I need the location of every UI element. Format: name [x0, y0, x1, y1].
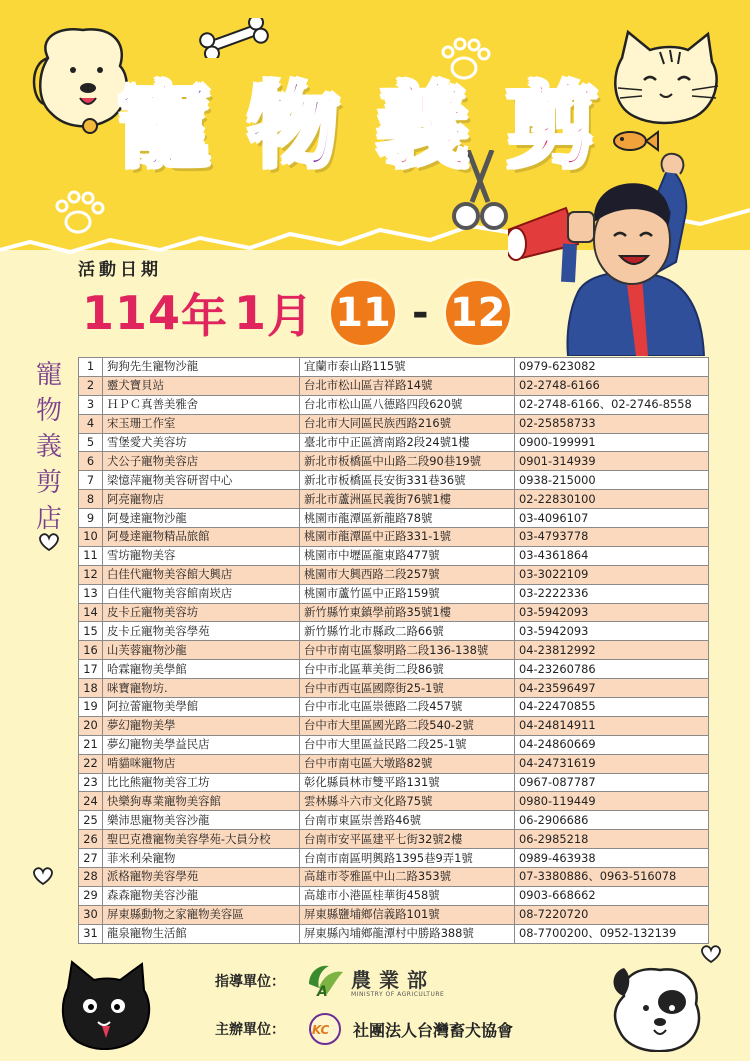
store-phone: 03-2222336 [515, 584, 709, 603]
store-name: 比比熊寵物美容工坊 [103, 773, 300, 792]
svg-text:A: A [317, 984, 328, 1000]
title-char-1: 寵 [118, 73, 211, 180]
store-table-body [79, 358, 709, 944]
store-name: ＨＰＣ真善美雅舍 [103, 395, 300, 414]
store-table [78, 357, 709, 944]
title-char-4: 剪 [505, 73, 598, 180]
store-number: 10 [79, 528, 103, 547]
event-date-label: 活動日期 [78, 260, 162, 280]
store-address: 桃園市中壢區龍東路477號 [300, 546, 515, 565]
store-address: 彰化縣員林市雙平路131號 [300, 773, 515, 792]
store-phone: 03-4096107 [515, 509, 709, 528]
host-organizer-label: 主辦單位： [215, 1022, 285, 1038]
white-dog-doodle-icon [610, 962, 706, 1052]
store-address: 宜蘭市泰山路115號 [300, 358, 515, 377]
table-row [79, 603, 709, 622]
store-number: 26 [79, 830, 103, 849]
store-name: 雪堡愛犬美容坊 [103, 433, 300, 452]
black-cat-doodle-icon [58, 960, 154, 1050]
store-number: 8 [79, 490, 103, 509]
store-name: 哈霖寵物美學館 [103, 660, 300, 679]
store-number: 21 [79, 735, 103, 754]
store-number: 13 [79, 584, 103, 603]
table-row [79, 679, 709, 698]
store-address: 台中市南屯區大墩路82號 [300, 754, 515, 773]
table-row [79, 546, 709, 565]
store-name: 龍泉寵物生活館 [103, 924, 300, 943]
store-address: 台北市大同區民族西路216號 [300, 414, 515, 433]
store-phone: 04-23260786 [515, 660, 709, 679]
store-phone: 02-2748-6166、02-2746-8558 [515, 395, 709, 414]
store-number: 20 [79, 716, 103, 735]
table-row [79, 471, 709, 490]
table-row [79, 924, 709, 943]
store-address: 雲林縣斗六市文化路75號 [300, 792, 515, 811]
store-name: 咪寶寵物坊. [103, 679, 300, 698]
store-number: 2 [79, 376, 103, 395]
store-name: 狗狗先生寵物沙龍 [103, 358, 300, 377]
store-number: 28 [79, 868, 103, 887]
store-name: 犬公子寵物美容店 [103, 452, 300, 471]
side-label-char: 剪 [35, 467, 62, 498]
store-name: 白佳代寵物美容館南崁店 [103, 584, 300, 603]
side-label-char: 店 [35, 503, 62, 534]
table-row [79, 905, 709, 924]
store-address: 台南市南區明興路1395巷9弄1號 [300, 849, 515, 868]
store-number: 6 [79, 452, 103, 471]
event-month-unit: 月 [267, 289, 315, 343]
store-name: 白佳代寵物美容館大興店 [103, 565, 300, 584]
store-number: 1 [79, 358, 103, 377]
store-address: 台中市北屯區崇德路二段457號 [300, 698, 515, 717]
store-address: 屏東縣內埔鄉龍潭村中勝路388號 [300, 924, 515, 943]
store-phone: 04-24814911 [515, 716, 709, 735]
store-address: 桃園市大興西路二段257號 [300, 565, 515, 584]
poster-title [118, 72, 598, 182]
store-number: 31 [79, 924, 103, 943]
store-address: 新北市蘆洲區民義街76號1樓 [300, 490, 515, 509]
event-day-start: 11 [328, 278, 398, 348]
store-phone: 06-2906686 [515, 811, 709, 830]
store-address: 新竹縣竹東鎮學前路35號1樓 [300, 603, 515, 622]
store-number: 24 [79, 792, 103, 811]
store-number: 25 [79, 811, 103, 830]
store-number: 22 [79, 754, 103, 773]
store-name: 雪坊寵物美容 [103, 546, 300, 565]
store-address: 桃園市龍潭區中正路331-1號 [300, 528, 515, 547]
store-name: 阿曼達寵物精品旅館 [103, 528, 300, 547]
title-char-2: 物 [247, 73, 340, 180]
store-phone: 03-4361864 [515, 546, 709, 565]
guide-organizer [215, 962, 444, 1000]
store-phone: 04-23812992 [515, 641, 709, 660]
side-label-char: 義 [35, 431, 62, 462]
store-name: 派格寵物美容學苑 [103, 868, 300, 887]
store-phone: 06-2985218 [515, 830, 709, 849]
store-phone: 02-25858733 [515, 414, 709, 433]
store-number: 4 [79, 414, 103, 433]
store-number: 30 [79, 905, 103, 924]
store-address: 台中市大里區國光路二段540-2號 [300, 716, 515, 735]
store-address: 高雄市苓雅區中山二路353號 [300, 868, 515, 887]
store-phone: 0901-314939 [515, 452, 709, 471]
store-address: 台南市東區崇善路46號 [300, 811, 515, 830]
store-phone: 0967-087787 [515, 773, 709, 792]
store-phone: 07-3380886、0963-516078 [515, 868, 709, 887]
table-row [79, 565, 709, 584]
table-row [79, 414, 709, 433]
svg-text:KC: KC [312, 1023, 330, 1037]
guide-organizer-label: 指導單位： [215, 974, 285, 990]
store-address: 台北市松山區吉祥路14號 [300, 376, 515, 395]
store-number: 5 [79, 433, 103, 452]
table-row [79, 830, 709, 849]
store-number: 23 [79, 773, 103, 792]
table-row [79, 849, 709, 868]
table-row [79, 584, 709, 603]
side-label [30, 358, 68, 537]
store-phone: 0989-463938 [515, 849, 709, 868]
store-address: 台中市北區華美街二段86號 [300, 660, 515, 679]
store-number: 29 [79, 886, 103, 905]
store-number: 16 [79, 641, 103, 660]
store-number: 12 [79, 565, 103, 584]
host-organizer-name: 社團法人台灣畜犬協會 [353, 1020, 514, 1040]
store-number: 27 [79, 849, 103, 868]
store-number: 15 [79, 622, 103, 641]
event-year: 114 [82, 286, 182, 340]
store-phone: 04-24860669 [515, 735, 709, 754]
store-name: 菲米利朵寵物 [103, 849, 300, 868]
store-name: 皮卡丘寵物美容坊 [103, 603, 300, 622]
side-label-char: 物 [35, 395, 62, 426]
table-row [79, 490, 709, 509]
store-name: 阿亮寵物店 [103, 490, 300, 509]
event-date-separator: - [412, 290, 429, 336]
table-row [79, 754, 709, 773]
ministry-logo-icon [305, 962, 345, 1000]
title-char-3: 義 [376, 73, 469, 180]
store-name: 聖巴克禮寵物美容學苑-大員分校 [103, 830, 300, 849]
heart-icon-3 [700, 944, 722, 964]
store-phone: 0900-199991 [515, 433, 709, 452]
store-address: 高雄市小港區桂華街458號 [300, 886, 515, 905]
table-row [79, 509, 709, 528]
store-name: 樂沛思寵物美容沙龍 [103, 811, 300, 830]
event-year-unit: 年 [181, 289, 229, 343]
table-row [79, 452, 709, 471]
table-row [79, 792, 709, 811]
man-megaphone-illustration [508, 152, 708, 356]
store-phone: 03-5942093 [515, 603, 709, 622]
store-phone: 0903-668662 [515, 886, 709, 905]
store-phone: 02-2748-6166 [515, 376, 709, 395]
store-number: 17 [79, 660, 103, 679]
cat-doodle-icon [608, 28, 726, 128]
table-row [79, 811, 709, 830]
table-row [79, 716, 709, 735]
store-phone: 03-3022109 [515, 565, 709, 584]
table-row [79, 622, 709, 641]
guide-organizer-name: 農業部 [351, 968, 435, 992]
store-name: 森森寵物美容沙龍 [103, 886, 300, 905]
table-row [79, 660, 709, 679]
event-date [82, 280, 513, 346]
store-address: 桃園市龍潭區新龍路78號 [300, 509, 515, 528]
store-address: 台中市西屯區國際街25-1號 [300, 679, 515, 698]
store-address: 桃園市蘆竹區中正路159號 [300, 584, 515, 603]
store-address: 台中市南屯區黎明路二段136-138號 [300, 641, 515, 660]
table-row [79, 641, 709, 660]
store-name: 啃貓咪寵物店 [103, 754, 300, 773]
store-number: 19 [79, 698, 103, 717]
store-name: 阿拉蕾寵物美學館 [103, 698, 300, 717]
store-name: 夢幻寵物美學益民店 [103, 735, 300, 754]
store-address: 屏東縣鹽埔鄉信義路101號 [300, 905, 515, 924]
store-name: 屏東縣動物之家寵物美容區 [103, 905, 300, 924]
store-phone: 0980-119449 [515, 792, 709, 811]
table-row [79, 886, 709, 905]
store-address: 台南市安平區建平七街32號2樓 [300, 830, 515, 849]
store-name: 皮卡丘寵物美容學苑 [103, 622, 300, 641]
heart-icon-2 [32, 866, 54, 886]
table-row [79, 868, 709, 887]
store-name: 靈犬寶貝站 [103, 376, 300, 395]
heart-icon [38, 532, 60, 552]
store-number: 7 [79, 471, 103, 490]
store-phone: 08-7220720 [515, 905, 709, 924]
store-phone: 03-5942093 [515, 622, 709, 641]
store-name: 宋玉珊工作室 [103, 414, 300, 433]
bone-icon [196, 18, 272, 58]
store-number: 9 [79, 509, 103, 528]
table-row [79, 433, 709, 452]
store-address: 台中市大里區益民路二段25-1號 [300, 735, 515, 754]
host-organizer [215, 1012, 513, 1046]
store-phone: 0979-623082 [515, 358, 709, 377]
event-day-end: 12 [443, 278, 513, 348]
store-phone: 0938-215000 [515, 471, 709, 490]
store-number: 3 [79, 395, 103, 414]
store-phone: 04-23596497 [515, 679, 709, 698]
store-address: 台北市松山區八德路四段620號 [300, 395, 515, 414]
guide-organizer-name-en: MINISTRY OF AGRICULTURE [351, 991, 445, 998]
event-month: 1 [234, 286, 268, 340]
store-address: 臺北市中正區濟南路2段24號1樓 [300, 433, 515, 452]
store-address: 新北市板橋區中山路二段90巷19號 [300, 452, 515, 471]
table-row [79, 773, 709, 792]
table-row [79, 528, 709, 547]
store-number: 14 [79, 603, 103, 622]
store-name: 快樂狗專業寵物美容館 [103, 792, 300, 811]
store-name: 阿曼達寵物沙龍 [103, 509, 300, 528]
store-address: 新竹縣竹北市縣政二路66號 [300, 622, 515, 641]
store-phone: 02-22830100 [515, 490, 709, 509]
store-address: 新北市板橋區長安街331巷36號 [300, 471, 515, 490]
side-label-char: 寵 [35, 360, 62, 390]
table-row [79, 376, 709, 395]
store-name: 梁憶萍寵物美容研習中心 [103, 471, 300, 490]
kennel-club-logo-icon [305, 1012, 345, 1046]
store-name: 山芙蓉寵物沙龍 [103, 641, 300, 660]
store-phone: 08-7700200、0952-132139 [515, 924, 709, 943]
store-name: 夢幻寵物美學 [103, 716, 300, 735]
paw-print-icon-2 [50, 188, 106, 240]
store-phone: 04-24731619 [515, 754, 709, 773]
table-row [79, 735, 709, 754]
store-number: 18 [79, 679, 103, 698]
store-number: 11 [79, 546, 103, 565]
store-phone: 04-22470855 [515, 698, 709, 717]
table-row [79, 358, 709, 377]
store-phone: 03-4793778 [515, 528, 709, 547]
table-row [79, 395, 709, 414]
table-row [79, 698, 709, 717]
